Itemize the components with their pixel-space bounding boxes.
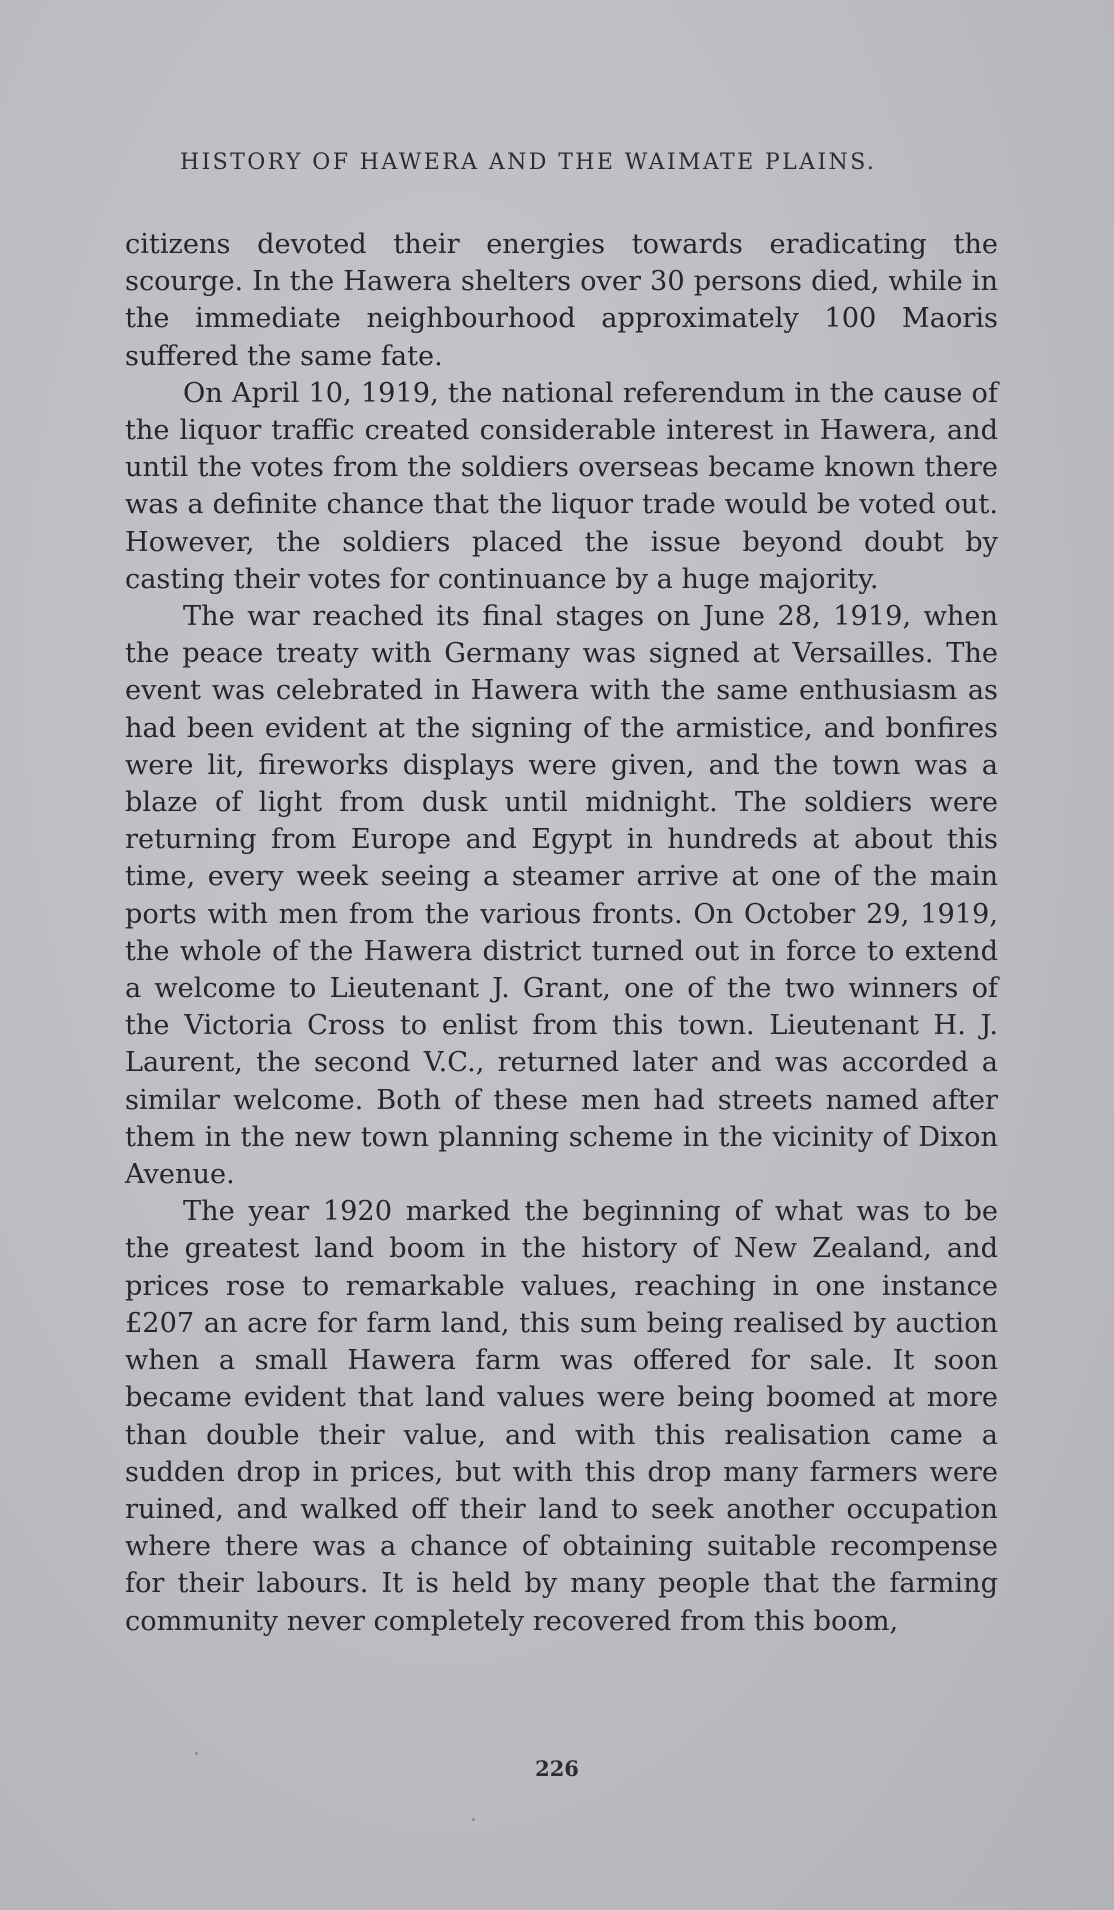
paragraph-4: The year 1920 marked the beginning of what was to be the greatest land boom in the history of New Zealand, and prices rose to remarkable values, reaching in one instance £207 an acre for farm land, this sum being realised by auction when a small Hawera farm was offered for sale. It soon became evident that land values were being boomed at more than double their value, and with this realisation came a sudden drop in prices, but with this drop many farmers were ruined, and walked off their land to seek another occupation where there was a chance of obtaining suitable recompense for their labours. It is held by many people that the farming community never completely recovered from this boom, xyxy=(125,1196,998,1637)
page-number: 226 xyxy=(535,1756,579,1781)
paper-speck xyxy=(472,1818,475,1821)
paper-speck xyxy=(195,1752,198,1755)
paragraph-3: The war reached its final stages on June 28, 1919, when the peace treaty with Germany was signed at Versailles. The event was celebrated in Hawera with the same enthusiasm as had been evident at the signing of the armistice, and bonfires were lit, fireworks displays were given, and the town was a blaze of light from dusk until midnight. The soldiers were returning from Europe and Egypt in hundreds at about this time, every week seeing a steamer arrive at one of the main ports with men from the various fronts. On October 29, 1919, the whole of the Hawera district turned out in force to extend a welcome to Lieutenant J. Grant, one of the two winners of the Victoria Cross to enlist from this town. Lieutenant H. J. Laurent, the second V.C., returned later and was accorded a similar welcome. Both of these men had streets named after them in the new town planning scheme in the vicinity of Dixon Avenue. xyxy=(125,601,998,1191)
paragraph-2: On April 10, 1919, the national referendum in the cause of the liquor traffic created considerable interest in Hawera, and until the votes from the soldiers overseas became known there was a definite chance that the liquor trade would be voted out. However, the soldiers placed the issue beyond doubt by casting their votes for continuance by a huge majority. xyxy=(125,377,998,595)
paragraph-1: citizens devoted their energies towards eradicating the scourge. In the Hawera shelters over 30 persons died, while in the immediate neighbourhood approximately 100 Maoris suffered the same fate. xyxy=(125,229,998,372)
body-text xyxy=(125,226,998,1640)
running-head: HISTORY OF HAWERA AND THE WAIMATE PLAINS. xyxy=(180,150,877,175)
